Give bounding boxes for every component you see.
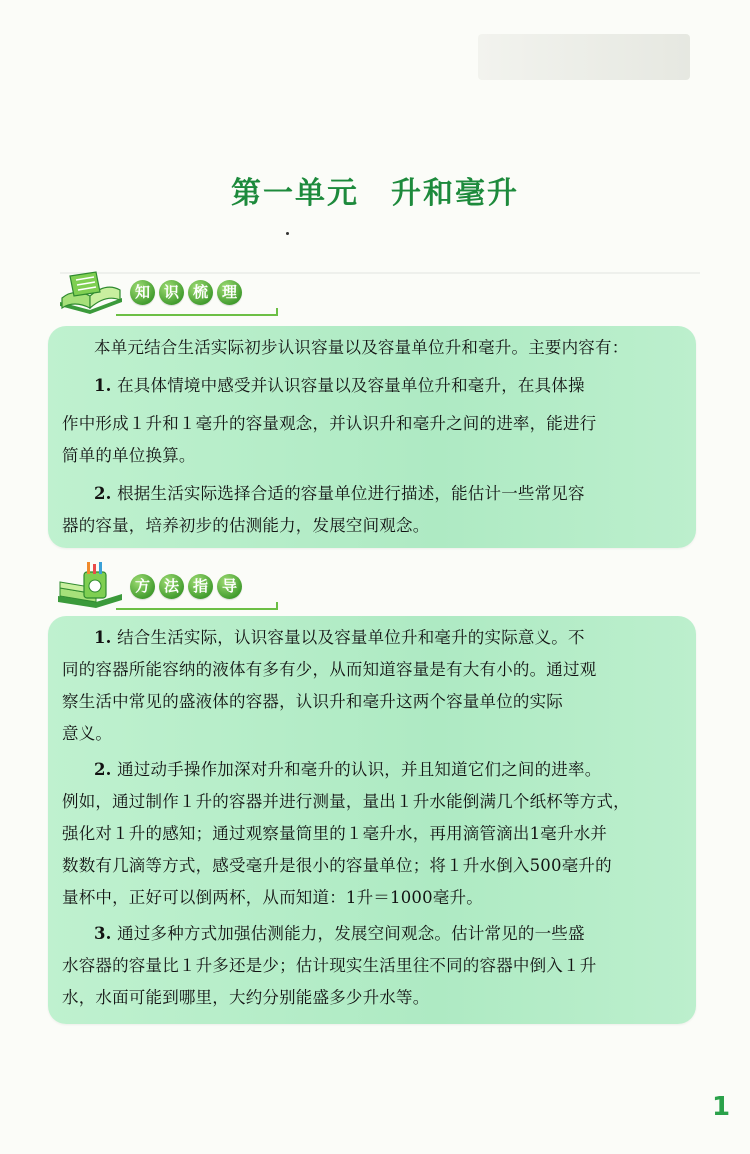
panel-text-line: 例如，通过制作１升的容器并进行测量，量出１升水能倒满几个纸杯等方式，: [62, 792, 630, 811]
item-number: 1.: [94, 628, 112, 647]
item-text: 结合生活实际，认识容量以及容量单位升和毫升的实际意义。不: [117, 628, 585, 647]
header-char: 法: [159, 574, 184, 599]
panel-text-line: 意义。: [62, 724, 113, 743]
page-title: 第一单元 升和毫升: [231, 176, 519, 211]
header-decoration: [478, 34, 690, 80]
knowledge-summary-panel: [48, 326, 696, 548]
panel-text-line: 作中形成１升和１毫升的容量观念，并认识升和毫升之间的进率，能进行: [62, 414, 597, 433]
section-header-method: [56, 562, 266, 614]
section-header-title: [130, 280, 242, 305]
header-underline: [116, 602, 278, 610]
panel-text-line: [94, 622, 585, 653]
item-number: 3.: [94, 924, 112, 943]
method-guidance-panel: [48, 616, 696, 1024]
header-char: 梳: [188, 280, 213, 305]
header-char: 理: [217, 280, 242, 305]
panel-text-line: 察生活中常见的盛液体的容器，认识升和毫升这两个容量单位的实际: [62, 692, 563, 711]
panel-text-line: 同的容器所能容纳的液体有多有少，从而知道容量是有大有小的。通过观: [62, 660, 597, 679]
panel-text-line: [94, 370, 585, 401]
panel-text-line: 水容器的容量比１升多还是少；估计现实生活里往不同的容器中倒入１升: [62, 956, 597, 975]
panel-text-line: 强化对１升的感知；通过观察量筒里的１毫升水，再用滴管滴出1毫升水并: [62, 824, 608, 843]
item-number: 2.: [94, 484, 112, 503]
item-text: 通过多种方式加强估测能力，发展空间观念。估计常见的一些盛: [117, 924, 585, 943]
decorative-dot: [286, 232, 289, 235]
header-char: 识: [159, 280, 184, 305]
header-char: 导: [217, 574, 242, 599]
panel-text-line: [94, 918, 585, 949]
panel-text-line: 量杯中，正好可以倒两杯，从而知道：1升＝1000毫升。: [62, 888, 483, 907]
panel-text-line: [94, 754, 601, 785]
item-number: 1.: [94, 376, 112, 395]
header-char: 知: [130, 280, 155, 305]
section-header-title: [130, 574, 242, 599]
panel-text-line: 数数有几滴等方式，感受毫升是很小的容量单位；将１升水倒入500毫升的: [62, 856, 612, 875]
panel-text-line: 水，水面可能到哪里，大约分别能盛多少升水等。: [62, 988, 430, 1007]
section-header-knowledge: [56, 268, 266, 320]
panel-text-line: 器的容量，培养初步的估测能力，发展空间观念。: [62, 516, 430, 535]
header-char: 指: [188, 574, 213, 599]
panel-text-line: 本单元结合生活实际初步认识容量以及容量单位升和毫升。主要内容有：: [94, 338, 629, 357]
item-text: 根据生活实际选择合适的容量单位进行描述，能估计一些常见容: [117, 484, 585, 503]
panel-text-line: [94, 478, 585, 509]
item-number: 2.: [94, 760, 112, 779]
header-char: 方: [130, 574, 155, 599]
item-text: 通过动手操作加深对升和毫升的认识，并且知道它们之间的进率。: [117, 760, 602, 779]
header-underline: [116, 308, 278, 316]
item-text: 在具体情境中感受并认识容量以及容量单位升和毫升，在具体操: [117, 376, 585, 395]
page-number: 1: [712, 1092, 731, 1122]
panel-text-line: 简单的单位换算。: [62, 446, 196, 465]
